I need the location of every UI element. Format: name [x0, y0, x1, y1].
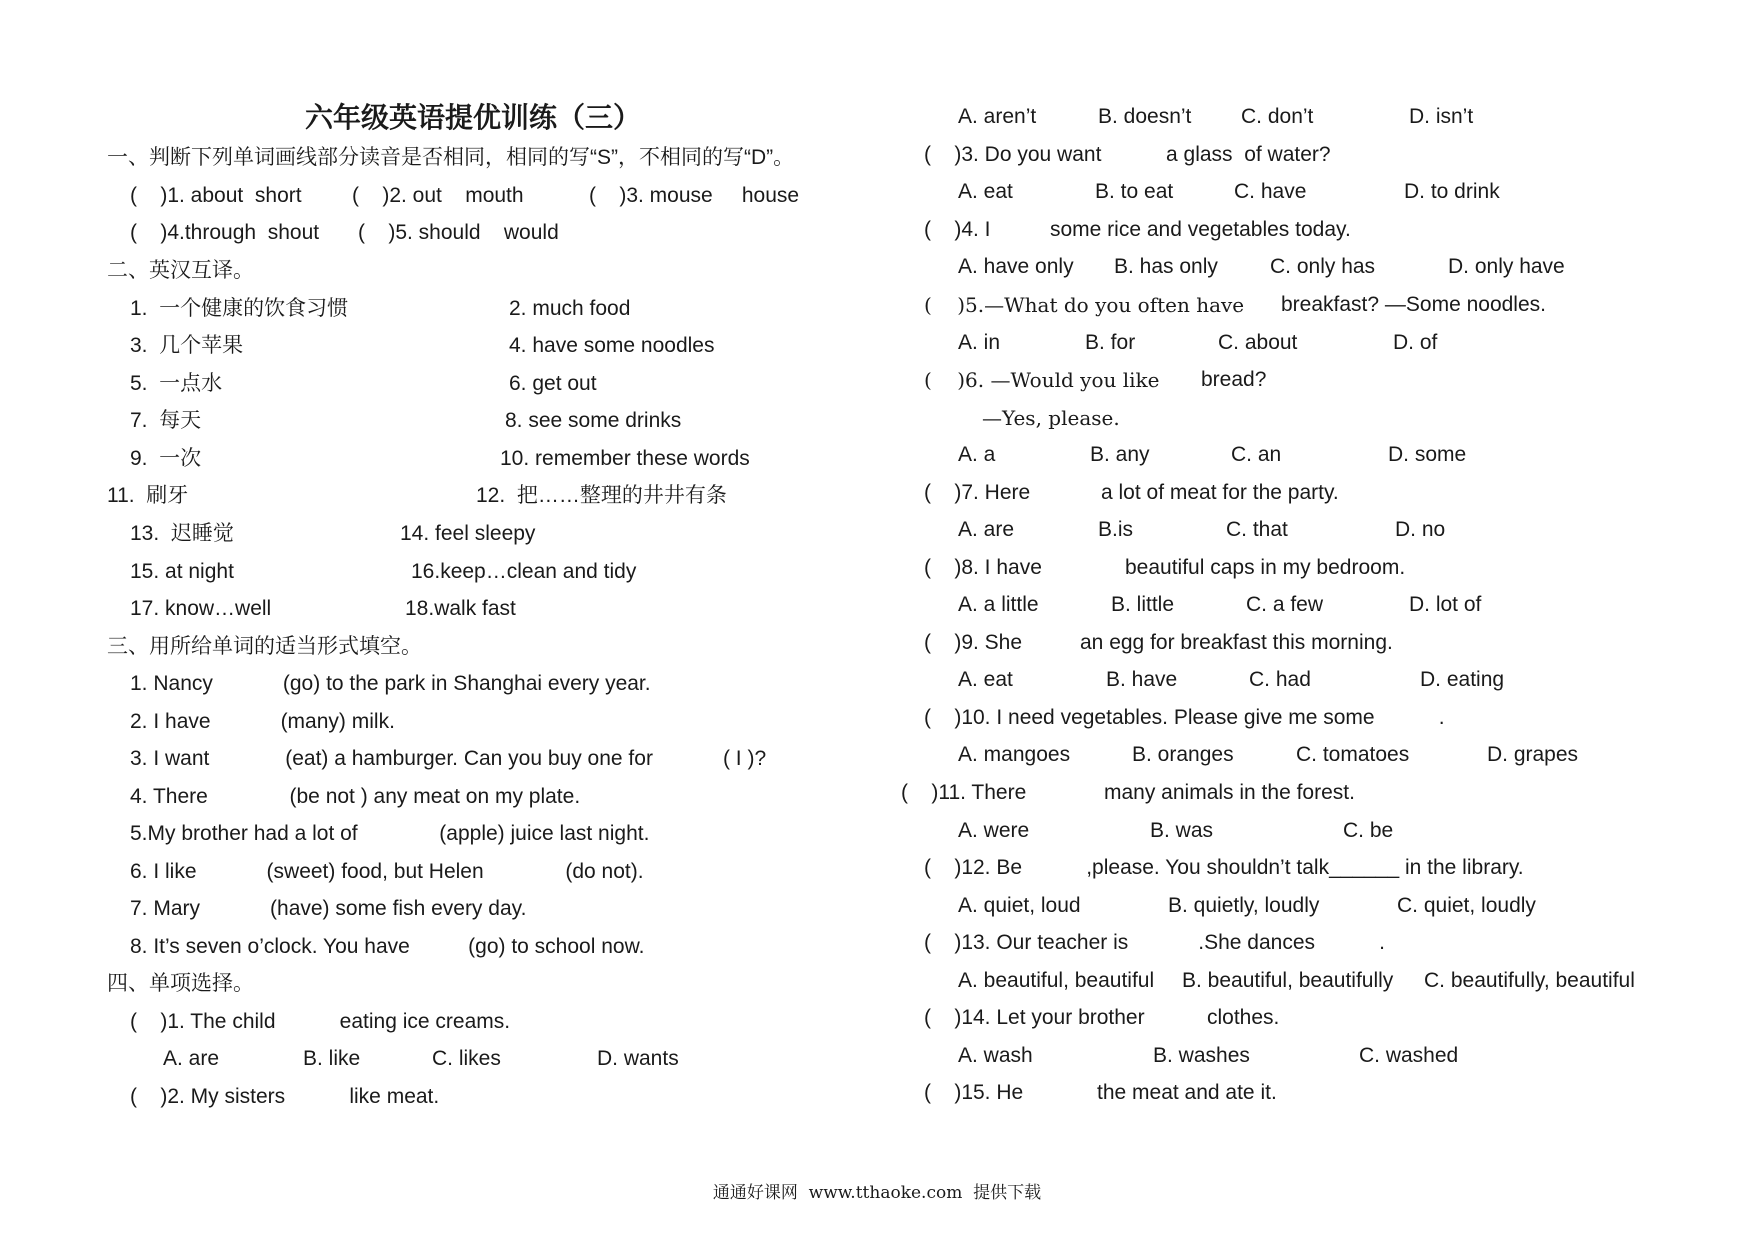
translation-item: 15. at night	[130, 560, 234, 583]
choice-question-text: bread?	[1201, 368, 1267, 391]
translation-item: 12. 把……整理的井井有条	[476, 484, 727, 507]
choice-option: C. a few	[1246, 593, 1324, 616]
choice-option: C. an	[1231, 443, 1282, 466]
choice-option: D. some	[1388, 443, 1467, 466]
choice-option: C. don’t	[1241, 105, 1314, 128]
fill-blank-item: 8. It’s seven o’clock. You have (go) to school now.	[130, 935, 645, 958]
translation-item: 8. see some drinks	[505, 409, 682, 432]
choice-option: A. wash	[958, 1044, 1033, 1067]
choice-option: B. washes	[1153, 1044, 1250, 1067]
choice-option: C. about	[1218, 331, 1298, 354]
choice-question: ( )1. The child eating ice creams.	[130, 1010, 511, 1033]
choice-option: D. no	[1395, 518, 1446, 541]
choice-option: A. are	[958, 518, 1015, 541]
choice-option: A. in	[958, 331, 1001, 354]
choice-question-text: clothes.	[1207, 1006, 1280, 1029]
choice-option: D. eating	[1420, 668, 1505, 691]
translation-item: 18.walk fast	[405, 597, 516, 620]
choice-option: C. only has	[1270, 255, 1376, 278]
choice-question: ( )13. Our teacher is .She dances .	[924, 931, 1386, 954]
choice-option: A. aren’t	[958, 105, 1037, 128]
choice-option: A. are	[163, 1047, 220, 1070]
choice-question: ( )4. I	[924, 218, 991, 241]
dialogue-reply: —Yes, please.	[982, 406, 1120, 430]
fill-blank-item: 6. I like (sweet) food, but Helen (do not).	[130, 860, 644, 883]
choice-option: D. isn’t	[1409, 105, 1474, 128]
choice-option: C. had	[1249, 668, 1311, 691]
choice-option: B. like	[303, 1047, 361, 1070]
translation-item: 10. remember these words	[500, 447, 750, 470]
choice-question: ( )2. My sisters like meat.	[130, 1085, 440, 1108]
choice-question-text: the meat and ate it.	[1097, 1081, 1277, 1104]
choice-question: ( )3. Do you want	[924, 143, 1102, 166]
section-2-heading: 二、英汉互译。	[107, 259, 254, 282]
choice-option: A. quiet, loud	[958, 894, 1081, 917]
fill-blank-item: 3. I want (eat) a hamburger. Can you buy one for ( I )?	[130, 747, 767, 770]
choice-option: B. doesn’t	[1098, 105, 1192, 128]
choice-question: ( )14. Let your brother	[924, 1006, 1145, 1029]
translation-item: 3. 几个苹果	[130, 334, 244, 357]
translation-item: 7. 每天	[130, 409, 202, 432]
choice-option: B. oranges	[1132, 743, 1234, 766]
choice-question-text: a lot of meat for the party.	[1101, 481, 1339, 504]
choice-option: B. for	[1085, 331, 1136, 354]
fill-blank-item: 1. Nancy (go) to the park in Shanghai every year.	[130, 672, 651, 695]
translation-item: 9. 一次	[130, 447, 202, 470]
question: ( )2. out mouth	[352, 184, 524, 207]
choice-option: B.is	[1098, 518, 1134, 541]
translation-item: 16.keep…clean and tidy	[411, 560, 637, 583]
translation-item: 4. have some noodles	[509, 334, 715, 357]
choice-option: A. mangoes	[958, 743, 1071, 766]
choice-option: B. any	[1090, 443, 1150, 466]
choice-question: ( )5.—What do you often have	[924, 293, 1245, 317]
translation-item: 1. 一个健康的饮食习惯	[130, 297, 349, 320]
choice-option: A. eat	[958, 180, 1013, 203]
choice-question-text: an egg for breakfast this morning.	[1080, 631, 1393, 654]
choice-question-text: a glass of water?	[1166, 143, 1331, 166]
choice-option: D. of	[1393, 331, 1438, 354]
choice-option: C. quiet, loudly	[1397, 894, 1536, 917]
choice-option: C. washed	[1359, 1044, 1459, 1067]
choice-option: A. eat	[958, 668, 1013, 691]
fill-blank-item: 4. There (be not ) any meat on my plate.	[130, 785, 581, 808]
choice-question: ( )10. I need vegetables. Please give me some .	[924, 706, 1445, 729]
choice-option: C. likes	[432, 1047, 501, 1070]
choice-question: ( )12. Be ,please. You shouldn’t talk______ in the library.	[924, 856, 1524, 879]
choice-option: A. beautiful, beautiful	[958, 969, 1155, 992]
choice-option: A. were	[958, 819, 1030, 842]
choice-option: C. have	[1234, 180, 1307, 203]
choice-option: B. have	[1106, 668, 1178, 691]
question: ( )5. should would	[358, 221, 559, 244]
choice-option: D. lot of	[1409, 593, 1482, 616]
translation-item: 13. 迟睡觉	[130, 522, 234, 545]
question: ( )4.through shout	[130, 221, 320, 244]
fill-blank-item: 5.My brother had a lot of (apple) juice last night.	[130, 822, 650, 845]
choice-option: D. grapes	[1487, 743, 1579, 766]
choice-question-text: breakfast? —Some noodles.	[1281, 293, 1546, 316]
section-1-heading: 一、判断下列单词画线部分读音是否相同，相同的写“S”，不相同的写“D”。	[107, 146, 795, 169]
question: ( )3. mouse house	[589, 184, 800, 207]
choice-option: B. to eat	[1095, 180, 1174, 203]
choice-option: D. wants	[597, 1047, 679, 1070]
choice-option: A. a little	[958, 593, 1039, 616]
choice-question-text: beautiful caps in my bedroom.	[1125, 556, 1406, 579]
choice-option: C. be	[1343, 819, 1394, 842]
section-4-heading: 四、单项选择。	[107, 972, 254, 995]
choice-question-text: some rice and vegetables today.	[1050, 218, 1351, 241]
translation-item: 17. know…well	[130, 597, 272, 620]
choice-question: ( )8. I have	[924, 556, 1042, 579]
section-3-heading: 三、用所给单词的适当形式填空。	[107, 635, 422, 658]
choice-option: B. quietly, loudly	[1168, 894, 1320, 917]
fill-blank-item: 2. I have (many) milk.	[130, 710, 395, 733]
translation-item: 14. feel sleepy	[400, 522, 536, 545]
choice-option: D. to drink	[1404, 180, 1500, 203]
choice-question: ( )11. There	[901, 781, 1027, 804]
choice-question-text: many animals in the forest.	[1104, 781, 1355, 804]
choice-option: D. only have	[1448, 255, 1565, 278]
choice-option: B. little	[1111, 593, 1175, 616]
translation-item: 11. 刷牙	[107, 484, 189, 507]
choice-question: ( )15. He	[924, 1081, 1024, 1104]
choice-option: A. a	[958, 443, 996, 466]
choice-option: C. that	[1226, 518, 1288, 541]
page-title: 六年级英语提优训练（三）	[305, 101, 642, 134]
choice-option: B. was	[1150, 819, 1214, 842]
translation-item: 2. much food	[509, 297, 631, 320]
choice-question: ( )6. —Would you like	[924, 368, 1160, 392]
fill-blank-item: 7. Mary (have) some fish every day.	[130, 897, 527, 920]
question: ( )1. about short	[130, 184, 302, 207]
choice-option: C. tomatoes	[1296, 743, 1410, 766]
page-footer: 通通好课网 www.tthaoke.com 提供下载	[712, 1183, 1042, 1203]
choice-question: ( )7. Here	[924, 481, 1031, 504]
choice-question: ( )9. She	[924, 631, 1023, 654]
choice-option: C. beautifully, beautiful	[1424, 969, 1635, 992]
choice-option: A. have only	[958, 255, 1074, 278]
choice-option: B. has only	[1114, 255, 1218, 278]
translation-item: 5. 一点水	[130, 372, 223, 395]
choice-option: B. beautiful, beautifully	[1182, 969, 1394, 992]
translation-item: 6. get out	[509, 372, 597, 395]
